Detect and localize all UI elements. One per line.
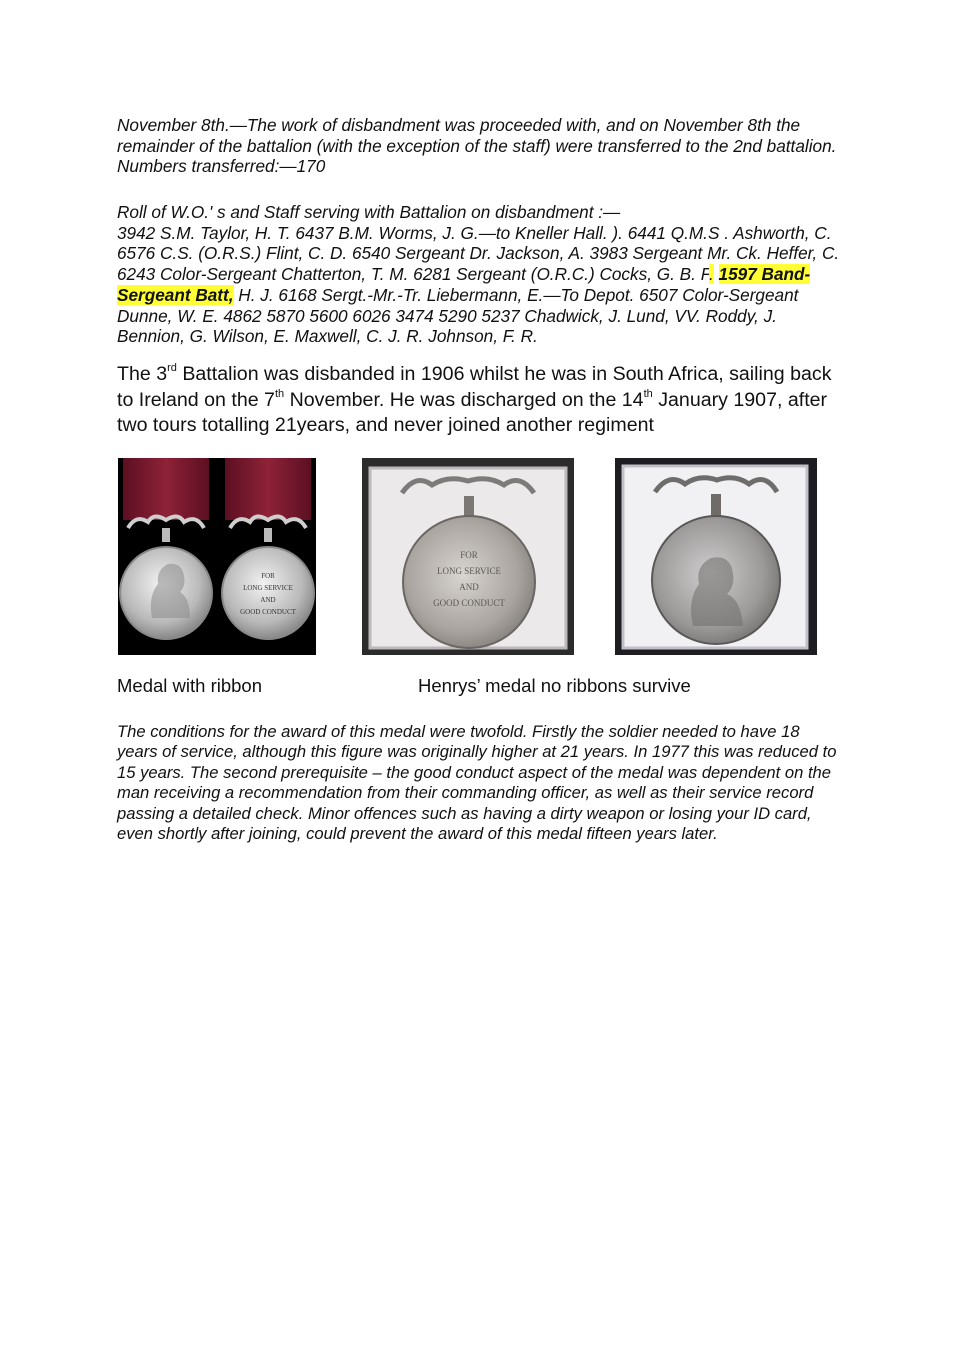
medal1-text-line-2: LONG SERVICE [243, 584, 293, 592]
sup-rd: rd [167, 362, 177, 375]
caption-henrys-medal: Henrys’ medal no ribbons survive [418, 675, 691, 696]
award-conditions-paragraph: The conditions for the award of this medal were twofold. Firstly the soldier needed to have 18 years of service, although this figure was originally higher at 21 years. In 1977 this was reduced to 15 years. The second prerequisite – the good conduct aspect of the medal was dependent on the man receiving a recommendation from their commanding officer, as well as their service record passing a detailed check. Minor offences such as having a dirty weapon or losing your ID card, even shortly after joining, could prevent the award of this medal fifteen years later. [117, 722, 837, 844]
roll-highlight-batt: 1597 Band-Sergeant Batt, [117, 264, 811, 305]
battalion-text-4: January 1907, after two tours totalling 21years, and never joined another regiment [117, 388, 828, 437]
medal2-text-line-2: LONG SERVICE [436, 566, 502, 576]
medal1-text-line-3: AND [260, 596, 276, 604]
sup-th-1: th [274, 388, 285, 401]
medal1-text-line-4: GOOD CONDUCT [240, 608, 296, 616]
battalion-text-1: The 3 [117, 363, 168, 385]
medal2-text-line-1: FOR [460, 550, 478, 560]
medal1-text-line-1: FOR [261, 572, 275, 580]
battalion-text-3: November. He was discharged on the 14 [284, 388, 644, 411]
henry-medal-obverse-image [615, 458, 817, 655]
disbandment-paragraph: November 8th.—The work of disbandment was proceeded with, and on November 8th the remainder of the battalion (with the exception of the staff) were transferred to the 2nd battalion. Numbers transferred:—170 [117, 115, 837, 177]
roll-names-after: H. J. 6168 Sergt.-Mr.-Tr. Liebermann, E.—To Depot. 6507 Color-Sergeant Dunne, W. E. 4862 5870 5600 6026 3474 5290 5237 Chadwick, J. Lund, VV. Roddy, J. Bennion, G. Wilson, E. Maxwell, C. J. R. Johnson, F. R. [117, 284, 799, 347]
medal-with-ribbon-image [118, 458, 316, 655]
medal2-text-line-3: AND [459, 582, 479, 592]
roll-highlight-dot: . [708, 264, 714, 285]
caption-medal-with-ribbon: Medal with ribbon [117, 675, 262, 696]
battalion-text-2: Battalion was disbanded in 1906 whilst he was in South Africa, sailing back to Ireland on the 7 [117, 363, 832, 411]
battalion-paragraph [117, 362, 842, 439]
medal2-text-line-4: GOOD CONDUCT [433, 598, 505, 608]
roll-names-before: 3942 S.M. Taylor, H. T. 6437 B.M. Worms, J. G.—to Kneller Hall. ). 6441 Q.M.S . Ashworth, C. 6576 C.S. (O.R.S.) Flint, C. D. 6540 Sergeant Dr. Jackson, A. 3983 Sergeant Mr. Ck. Heffer, C. 6243 Color-Sergeant Chatterton, T. M. 6281 Sergeant (O.R.C.) Cocks, G. B. F [117, 222, 840, 285]
medal-with-ribbon-photo [118, 458, 316, 655]
roll-paragraph [117, 202, 847, 347]
roll-intro: Roll of W.O.' s and Staff serving with Battalion on disbandment :— [117, 202, 621, 222]
henry-medal-obverse-photo [615, 458, 817, 655]
henry-medal-reverse-image [362, 458, 574, 655]
sup-th-2: th [643, 388, 653, 401]
henry-medal-reverse-photo [362, 458, 574, 655]
